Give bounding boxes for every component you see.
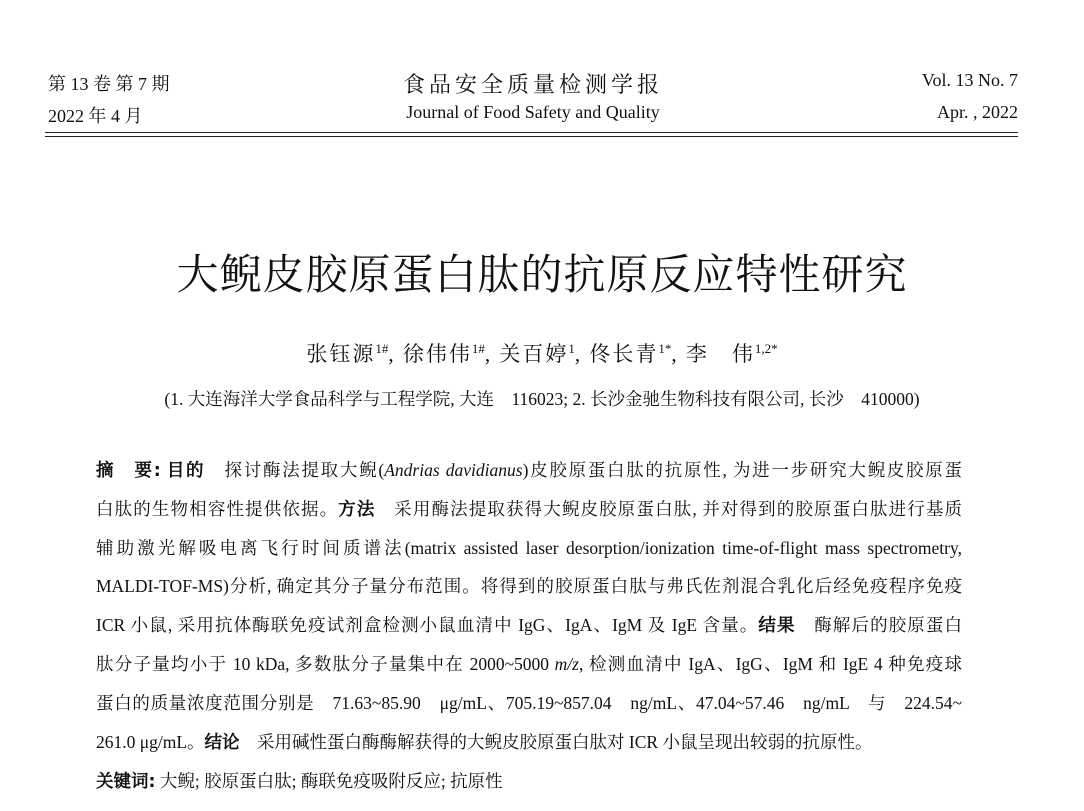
abstract-line: 蛋白的质量浓度范围分别是 71.63~85.90 μg/mL、705.19~857.04 ng/mL、47.04~57.46 ng/mL 与 224.54~	[96, 692, 962, 713]
header-row-2	[48, 102, 1018, 130]
author-affil-mark: 1,2*	[754, 341, 778, 356]
issue-cn: 第 13 卷 第 7 期	[48, 74, 170, 94]
section-head-methods: 方法	[338, 499, 376, 520]
header-rule-thick	[45, 132, 1018, 133]
keywords-label: 关键词:	[96, 772, 156, 792]
author-affil-mark: 1#	[375, 341, 389, 356]
journal-title-cn: 食品安全质量检测学报	[402, 72, 664, 97]
date-cn: 2022 年 4 月	[48, 106, 143, 126]
species-name: Andrias davidianus	[384, 460, 523, 480]
abstract-label: 摘 要:	[96, 461, 161, 481]
abstract-line: 肽分子量均小于 10 kDa, 多数肽分子量集中在 2000~5000 m/z, 检测血清中 IgA、IgG、IgM 和 IgE 4 种免疫球	[96, 653, 962, 674]
abstract-line: 白肽的生物相容性提供依据。方法 采用酶法提取获得大鲵皮胶原蛋白肽, 并对得到的胶原蛋白肽进行基质	[96, 498, 963, 520]
section-head-objective: 目的	[166, 461, 206, 481]
header-rule-thin	[45, 136, 1018, 137]
section-head-results: 结果	[758, 616, 796, 637]
unit-mz: m/z	[554, 653, 579, 674]
header-row-1	[48, 70, 1018, 98]
date-en: Apr. , 2022	[937, 102, 1018, 122]
author-name: 关百婷	[499, 342, 569, 366]
journal-title-en: Journal of Food Safety and Quality	[406, 102, 660, 122]
author-affil-mark: 1*	[658, 341, 672, 356]
paper-title: 大鲵皮胶原蛋白肽的抗原反应特性研究	[176, 250, 908, 299]
abstract-line: MALDI-TOF-MS)分析, 确定其分子量分布范围。将得到的胶原蛋白肽与弗氏佐剂混合乳化后经免疫程序免疫	[96, 576, 962, 597]
abstract-line: ICR 小鼠, 采用抗体酶联免疫试剂盒检测小鼠血清中 IgG、IgA、IgM 及 IgE 含量。结果 酶解后的胶原蛋白	[96, 615, 963, 637]
author-name: 张钰源	[306, 342, 376, 366]
abstract-line: 261.0 μg/mL。结论 采用碱性蛋白酶酶解获得的大鲵皮胶原蛋白肽对 ICR 小鼠呈现出较弱的抗原性。	[96, 731, 873, 753]
section-head-conclusion: 结论	[204, 732, 240, 753]
affiliation: (1. 大连海洋大学食品科学与工程学院, 大连 116023; 2. 长沙金驰生物科技有限公司, 长沙 410000)	[164, 389, 920, 409]
author-affil-mark: 1	[568, 341, 575, 356]
abstract	[96, 456, 962, 766]
keywords-text: 大鲵; 胶原蛋白肽; 酶联免疫吸附反应; 抗原性	[155, 771, 503, 791]
author-name: 佟长青	[589, 342, 659, 366]
abstract-line: 摘 要: 目的 探讨酶法提取大鲵(Andrias davidianus)皮胶原蛋白肽的抗原性, 为进一步研究大鲵皮胶原蛋	[96, 460, 963, 481]
keywords	[96, 768, 503, 793]
author-name: 徐伟伟	[402, 342, 472, 366]
abstract-line: 辅助激光解吸电离飞行时间质谱法(matrix assisted laser desorption/ionization time-of-flight mass spectrometry,	[96, 537, 962, 558]
author-list: 张钰源$^{1\#}$, 徐伟伟$^{1\#}$, 关百婷$^1$, 佟长青$^{1*}$, 李 伟$^{1,2*}$	[306, 341, 778, 366]
author-name: 李 伟	[685, 342, 755, 366]
issue-en: Vol. 13 No. 7	[921, 70, 1018, 90]
author-affil-mark: 1#	[471, 341, 485, 356]
